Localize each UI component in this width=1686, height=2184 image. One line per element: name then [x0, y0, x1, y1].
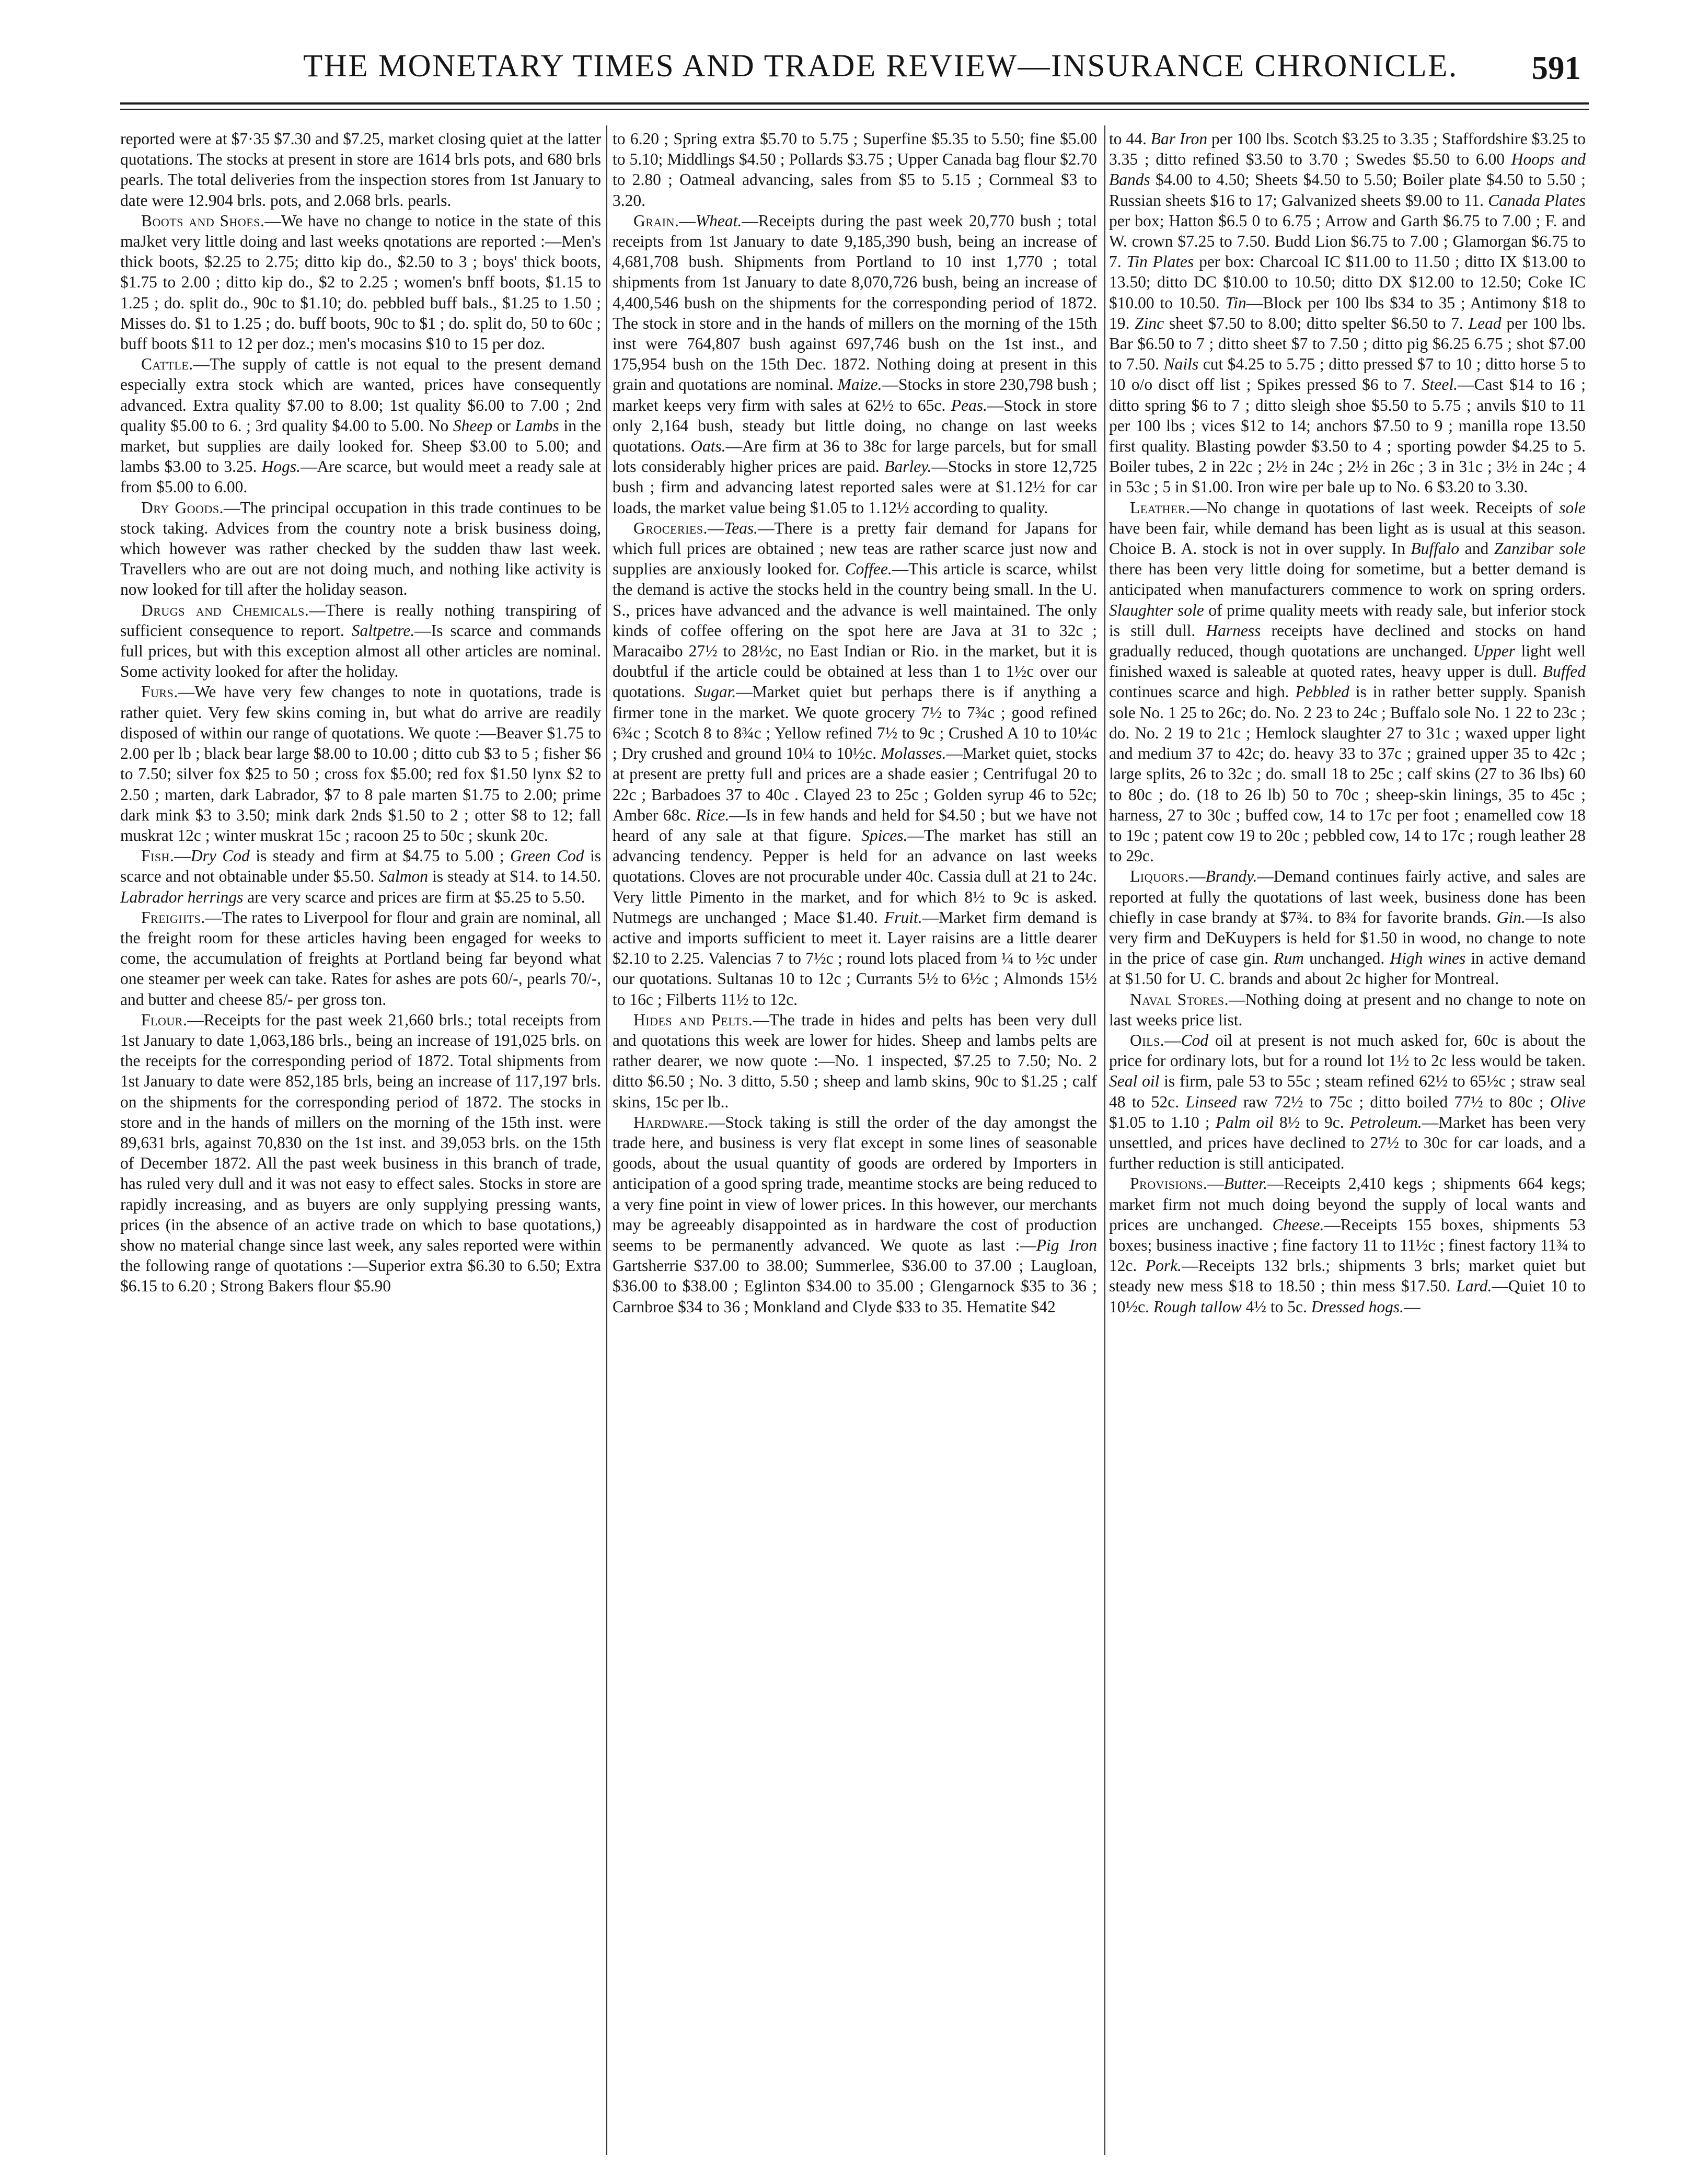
section-text: —Demand continues fairly active, and sales are reported at fully the quotations of last week, business done has been chiefly in case brandy at $7¾. to 8¾ for favorite brands. [1109, 867, 1586, 927]
section-text: per 100 lbs. Bar $6.50 to 7 ; ditto sheet $7 to 7.50 ; ditto pig $6.25 6.75 ; shot $7.00 to 7.50. [1109, 314, 1586, 374]
section-text: —Stock in store only 2,164 bush, steady but little doing, no change on last weeks quotations. [613, 396, 1097, 456]
section-text: —No change in quotations of last week. Receipts of [1190, 498, 1560, 517]
section-text: is in rather better supply. Spanish sole No. 1 25 to 26c; do. No. 2 23 to 24c ; Buffalo sole No. 1 22 to 23c ; do. No. 2 19 to 21c ; Hemlock slaughter 27 to 31c ; waxed upper light and medium 37 to 42c; do. heavy 33 to 37c ; grained upper 35 to 42c ; large splits, 26 to 32c ; do. small 18 to 25c ; calf skins (27 to 36 lbs) 60 to 80c ; do. (18 to 26 lb) 50 to 70c ; sheep-skin linings, 35 to 45c ; harness, 27 to 30c ; buffed cow, 14 to 17c per foot ; enamelled cow 18 to 19c ; patent cow 19 to 20c ; pebbled cow, 14 to 17c ; rough leather 28 to 29c. [1109, 683, 1586, 865]
section-text: is scarce and not obtainable under $5.50. [120, 847, 602, 886]
italic-term: Labrador herrings [120, 887, 244, 906]
section-text: — [1404, 1297, 1421, 1316]
header-rule-thick [120, 102, 1589, 105]
section-provisions [1109, 1173, 1586, 1316]
section-heading: Groceries. [633, 518, 708, 537]
section-heading: Cattle. [141, 355, 193, 374]
italic-term: Nails [1163, 355, 1199, 374]
section-text: oil at present is not much asked for, 60c is about the price for ordinary lots, but for a round lot 1½ to 2c less would be taken. [1109, 1031, 1586, 1070]
section-fish [120, 846, 601, 907]
section-heading: Hardware. [633, 1113, 709, 1131]
italic-term: Sheep [453, 416, 493, 435]
section-text: Gartsherrie $37.00 to 38.00; Summerlee, $36.00 to 37.00 ; Laugloan, $36.00 to $38.00 ; Eglinton $34.00 to 35.00 ; Glengarnock $35 to 36 ; Carnbroe $34 to 36 ; Monkland and Clyde $33 to 35. Hematite $42 [613, 1256, 1097, 1316]
italic-term: Seal oil [1109, 1072, 1160, 1091]
italic-term: Barley. [884, 457, 932, 476]
italic-term: High wines [1390, 949, 1466, 968]
italic-term: Lard. [1456, 1277, 1492, 1296]
section-text: is steady and firm at $4.75 to 5.00 ; [249, 847, 510, 865]
section-heading: Grain. [633, 211, 679, 230]
section-text: —Market has been very unsettled, and prices have declined to 27½ to 30c for car loads, and a further reduction is still anticipated. [1109, 1113, 1586, 1173]
italic-term: Sugar. [694, 683, 736, 701]
section-heading: Boots and Shoes. [141, 211, 265, 230]
section-text: per 100 lbs. Scotch $3.25 to 3.35 ; Staffordshire $3.25 to 3.35 ; ditto refined $3.50 to 3.70 ; Swedes $5.50 to 6.00 [1109, 130, 1586, 169]
italic-term: Fruit. [884, 908, 922, 927]
section-text: —Stocks in store 12,725 bush ; firm and advancing latest reported sales were at $1.12½ for car loads, the market value being $1.05 to 1.12½ according to quality. [613, 457, 1097, 517]
paragraph-hardware-continued [1109, 129, 1586, 498]
section-heading: Hides and Pelts. [633, 1010, 753, 1029]
italic-term: Butter. [1223, 1174, 1267, 1193]
italic-term: Brandy. [1205, 867, 1257, 886]
section-heading: Leather. [1130, 498, 1191, 517]
section-text: —Nothing doing at present and no change to note on last weeks price list. [1109, 990, 1586, 1029]
italic-term: Saltpetre. [351, 621, 415, 640]
column-divider-2 [1104, 125, 1105, 2155]
page-number: 591 [1531, 50, 1581, 86]
section-text: —Stocks in store 230,798 bush ; market keeps very firm with sales at 62½ to 65c. [613, 375, 1097, 414]
section-text: — [679, 211, 696, 230]
section-text: —The market has still an advancing tendency. Pepper is held for an advance on last weeks quotations. Cloves are not procurable under 40c. Cassia dull at 21 to 24c. Very little Pimento in the market, and for which 8½ to 9c is asked. Nutmegs are unchanged ; Mace $1.40. [613, 826, 1097, 927]
italic-term: Petroleum. [1349, 1113, 1422, 1131]
section-heading: Fish. [141, 847, 175, 865]
italic-term: Gin. [1496, 908, 1526, 927]
italic-term: Cheese. [1272, 1215, 1324, 1234]
italic-term: Canada Plates [1488, 191, 1586, 210]
italic-term: Tin [1225, 293, 1246, 312]
section-text: $1.05 to 1.10 ; [1109, 1113, 1216, 1131]
section-text: —The trade in hides and pelts has been very dull and quotations this week are lower for hides. Sheep and lambs pelts are rather dearer, we now quote :—No. 1 inspected, $7.25 to 7.50; No. 2 ditto $6.50 ; No. 3 ditto, 5.50 ; sheep and lamb skins, 90c to $1.25 ; calf skins, 15c per lb.. [613, 1010, 1097, 1111]
running-title: THE MONETARY TIMES AND TRADE REVIEW—INSURANCE CHRONICLE. [303, 49, 1458, 84]
section-text: —Is scarce and commands full prices, but with this exception almost all other articles are nominal. Some activity looked for after the holiday. [120, 621, 601, 681]
italic-term: Steel. [1421, 375, 1458, 394]
italic-term: Lead [1468, 314, 1502, 332]
italic-term: Olive [1550, 1092, 1586, 1111]
italic-term: Green Cod [510, 847, 584, 865]
italic-term: Harness [1206, 621, 1261, 640]
section-heading: Freights. [141, 908, 205, 927]
section-dry-goods [120, 498, 601, 600]
section-text: to 44. [1109, 130, 1151, 148]
section-text: —Market firm demand is active and imports sufficient to meet it. Layer raisins are a little dearer $2.10 to 2.25. Valencias 7 to 7½c ; round lots placed from ¼ to ½c under our quotations. Sultanas 10 to 12c ; Currants 5½ to 6½c ; Almonds 15½ to 16c ; Filberts 11½ to 12c. [613, 908, 1098, 1009]
section-naval-stores [1109, 989, 1586, 1030]
section-heading: Naval Stores. [1130, 990, 1229, 1009]
italic-term: Peas. [951, 396, 987, 414]
section-oils [1109, 1030, 1586, 1173]
section-text: —Market quiet, stocks at present are pretty full and prices are a shade easier ; Centrifugal 20 to 22c ; Barbadoes 37 to 40c . Clayed 23 to 25c ; Golden syrup 46 to 52c; Amber 68c. [613, 744, 1098, 824]
italic-term: Buffed [1542, 662, 1586, 681]
italic-term: Wheat. [695, 211, 742, 230]
section-furs [120, 681, 601, 846]
section-text: have been fair, while demand has been light as is usual at this season. Choice B. A. stock is not in over supply. In [1109, 518, 1586, 558]
section-text: — [1189, 867, 1206, 886]
italic-term: Bar Iron [1150, 130, 1208, 148]
section-text: —The rates to Liverpool for flour and grain are nominal, all the freight room for these articles having been engaged for weeks to come, the accumulation of freights at Portland being far beyond what one steamer per week can take. Rates for ashes are pots 60/-, pearls 70/-, and butter and cheese 85/- per gross ton. [120, 908, 601, 1009]
section-text: —Cast $14 to 16 ; ditto spring $6 to 7 ; ditto sleigh shoe $5.50 to 5.75 ; anvils $10 to 11 per 100 lbs ; vices $12 to 14; anchors $7.50 to 9 ; manilla rope 13.50 first quality. Blasting powder $3.50 to 4 ; sporting powder $4.25 to 5. Boiler tubes, 2 in 22c ; 2½ in 24c ; 2½ in 26c ; 3 in 31c ; 3½ in 24c ; 4 in 53c ; 5 in $1.00. Iron wire per bale up to No. 6 $3.20 to 3.30. [1109, 375, 1586, 496]
section-text: of prime quality meets with ready sale, but inferior stock is still dull. [1109, 600, 1586, 640]
section-drugs-and-chemicals [120, 600, 601, 682]
section-flour [120, 1010, 601, 1297]
header-rule-thin [120, 109, 1589, 110]
section-text: in the market, but supplies are daily looked for. Sheep $3.00 to 5.00; and lambs $3.00 to 3.25. [120, 416, 601, 476]
section-text: —We have very few changes to note in quotations, trade is rather quiet. Very few skins coming in, but what do arrive are readily disposed of within our range of quotations. We quote :—Beaver $1.75 to 2.00 per lb ; black bear large $8.00 to 10.00 ; ditto cub $3 to 5 ; fisher $6 to 7.50; silver fox $25 to 50 ; cross fox $5.00; red fox $1.50 lynx $2 to 2.50 ; marten, dark Labrador, $7 to 8 pale marten $1.75 to 2.00; prime dark mink $3 to 3.50; mink dark 2nds $1.50 to 2 ; otter $8 to 12; fall muskrat 12c ; winter muskrat 15c ; racoon 25 to 50c ; skunk 20c. [120, 683, 601, 845]
section-cattle [120, 354, 601, 497]
italic-term: Coffee. [845, 560, 892, 579]
italic-term: Tin Plates [1126, 252, 1194, 271]
section-text: —Receipts 132 brls.; shipments 3 brls; market quiet but steady new mess $18 to 18.50 ; thin mess $17.50. [1109, 1256, 1586, 1296]
section-text: 4½ to 5c. [1241, 1297, 1311, 1316]
section-text: unchanged. [1303, 949, 1390, 968]
italic-term: Linseed [1185, 1092, 1237, 1111]
italic-term: Rice. [696, 805, 730, 824]
page-header [120, 45, 1584, 95]
italic-term: Lambs [515, 416, 559, 435]
section-text: —We have no change to notice in the state of this maJket very little doing and last weeks qnotations are reported :—Men's thick boots, $2.25 to 2.75; ditto kip do., $2.50 to 3 ; boys' thick boots, $1.75 to 2.00 ; ditto kip do., $2 to 2.25 ; women's bnff boots, $1.15 to 1.25 ; do. split do., 90c to $1.10; do. pebbled buff bals., $1.25 to 1.50 ; Misses do. $1 to 1.25 ; do. buff boots, 90c to $1 ; do. split do, 50 to 60c ; buff boots $11 to 12 per doz.; men's mocasins $10 to 15 per doz. [120, 211, 601, 353]
column-divider-1 [606, 125, 607, 2155]
section-text: —The supply of cattle is not equal to the present demand especially extra stock which are wanted, prices have consequently advanced. Extra quality $7.00 to 8.00; 1st quality $6.00 to 7.00 ; 2nd quality $5.00 to 6. ; 3rd quality $4.00 to 5.00. No [120, 355, 601, 435]
column-1 [120, 129, 601, 1297]
section-text: —There is a pretty fair demand for Japans for which full prices are obtained ; new teas are rather scarce just now and supplies are anxiously looked for. [613, 518, 1097, 579]
italic-term: Rum [1274, 949, 1304, 968]
section-text: —Are scarce, but would meet a ready sale at from $5.00 to 6.00. [120, 457, 601, 496]
section-groceries [613, 518, 1097, 1010]
italic-term: Pig Iron [1036, 1235, 1097, 1254]
italic-term: Rough tallow [1153, 1297, 1242, 1316]
italic-term: Dry Cod [190, 847, 250, 865]
section-liquors [1109, 866, 1586, 989]
section-heading: Drugs and Chemicals. [141, 600, 309, 619]
paragraph-potash-continued: reported were at $7·35 $7.30 and $7.25, market closing quiet at the latter quotations. The stocks at present in store are 1614 brls pots, and 680 brls pearls. The total deliveries from the inspection stores from 1st January to date were 12.904 brls. pots, and 2.068 brls. pearls. [120, 130, 601, 210]
section-text: —Block per 100 lbs $34 to 35 ; Antimony $18 to 19. [1109, 293, 1586, 332]
section-text: light well finished waxed is saleable at quoted rates, heavy upper is dull. [1109, 642, 1586, 681]
section-text: or [492, 416, 515, 435]
italic-term: Slaughter sole [1109, 600, 1204, 619]
section-text: in active demand at $1.50 for U. C. brands and about 2c higher for Montreal. [1109, 949, 1586, 988]
section-text: —Receipts 155 boxes, shipments 53 boxes; business inactive ; fine factory 11 to 11½c ; finest factory 11¾ to 12c. [1109, 1215, 1586, 1275]
section-text: there has been very little doing for sometime, but a better demand is anticipated when manufacturers commence to work on spring orders. [1109, 560, 1586, 599]
section-text: continues scarce and high. [1109, 683, 1296, 701]
section-text: cut $4.25 to 5.75 ; ditto pressed $7 to 10 ; ditto horse 5 to 10 o/o disct off list ; Spikes pressed $6 to 7. [1109, 355, 1586, 394]
section-text: —Market quiet but perhaps there is if anything a firmer tone in the market. We quote grocery 7½ to 7¾c ; good refined 6¾c ; Scotch 8 to 8¾c ; Yellow refined 7½ to 9c ; Crushed A 10 to 10¼c ; Dry crushed and ground 10¼ to 10½c. [613, 683, 1097, 763]
italic-term: Hogs. [261, 457, 301, 476]
section-text: and [1459, 539, 1494, 558]
section-heading: Flour. [141, 1010, 188, 1029]
section-freights [120, 907, 601, 1010]
section-text: is firm, pale 53 to 55c ; steam refined 62½ to 65½c ; straw seal 48 to 52c. [1109, 1072, 1586, 1111]
section-text: —This article is scarce, whilst the demand is active the stocks held in the country being small. In the U. S., prices have advanced and the advance is well maintained. The only kinds of coffee offering on the spot here are Java at 31 to 32c ; Maracaibo 27½ to 28½c, no East Indian or Rio. in the market, but it is doubtful if the article could be obtained at less than 1 to 1½c over our quotations. [613, 560, 1098, 701]
italic-term: Upper [1473, 642, 1516, 661]
italic-term: Palm oil [1215, 1113, 1274, 1131]
section-text: —Is also very firm and DeKuypers is held for $1.50 in wood, no change to note in the price of case gin. [1109, 908, 1586, 968]
column-3 [1109, 129, 1586, 1317]
italic-term: sole [1559, 498, 1586, 517]
section-text: —Receipts during the past week 20,770 bush ; total receipts from 1st January to date 9,185,390 bush, being an increase of 4,681,708 bush. Shipments from Portland to 10 inst 1,770 ; total shipments from 1st January to date 8,070,726 bush, being an increase of 4,400,546 bush on the shipments for the corresponding period of 1872. The stock in store and in the hands of millers on the morning of the 15th inst were 764,807 bush against 697,746 bush on the 1st inst., and 175,954 bush on the 15th Dec. 1872. Nothing doing at present in this grain and quotations are nominal. [613, 211, 1097, 394]
section-heading: Furs. [141, 683, 178, 701]
italic-term: Dressed hogs. [1311, 1297, 1404, 1316]
section-text: receipts have declined and stocks on hand gradually reduced, though quotations are unchanged. [1109, 621, 1586, 661]
section-heading: Oils. [1130, 1031, 1165, 1049]
italic-term: Zanzibar sole [1494, 539, 1586, 558]
italic-term: Hoops and Bands [1109, 150, 1586, 189]
section-heading: Provisions. [1130, 1174, 1208, 1193]
section-text: —Receipts for the past week 21,660 brls.; total receipts from 1st January to date 1,063,186 brls., being an increase of 191,025 brls. on the receipts for the corresponding period of 1872. Total shipments from 1st January to date were 852,185 brls, being an increase of 117,197 brls. on the shipments for the corresponding period of 1872. The stocks in store and in the hands of millers on the morning of the 15th inst. were 89,631 brls, against 70,830 on the 1st inst. and 39,053 brls. on the 15th of December 1872. All the past week business in this branch of trade, has ruled very dull and it was not easy to effect sales. Stocks in store are rapidly increasing, and as buyers are only supplying pressing wants, prices (in the absence of an active trade on which to base quotations,) show no material change since last week, any sales reported were within the following range of quotations :—Superior extra $6.30 to 6.50; Extra $6.15 to 6.20 ; Strong Bakers flour $5.90 [120, 1010, 601, 1296]
paragraph-flour-continued: to 6.20 ; Spring extra $5.70 to 5.75 ; Superfine $5.35 to 5.50; fine $5.00 to 5.10; Middlings $4.50 ; Pollards $3.75 ; Upper Canada bag flour $2.70 to 2.80 ; Oatmeal advancing, sales from $5 to 5.15 ; Cornmeal $3 to 3.20. [613, 130, 1097, 210]
section-hides-and-pelts [613, 1010, 1097, 1112]
italic-term: Molasses. [881, 744, 946, 763]
section-text: 8½ to 9c. [1273, 1113, 1350, 1131]
italic-term: Spices. [861, 826, 908, 845]
section-text: per box: Charcoal IC $11.00 to 11.50 ; ditto IX $13.00 to 13.50; ditto DC $10.00 to 10.50; ditto DX $12.00 to 12.50; Coke IC $10.00 to 10.50. [1109, 252, 1586, 312]
italic-term: Pork. [1145, 1256, 1182, 1275]
section-heading: Liquors. [1130, 867, 1190, 886]
section-text: is steady at $14. to 14.50. [428, 867, 602, 886]
italic-term: Cod [1181, 1031, 1209, 1049]
section-text: —There is really nothing transpiring of sufficient consequence to report. [120, 600, 601, 640]
section-text: sheet $7.50 to 8.00; ditto spelter $6.50 to 7. [1164, 314, 1469, 332]
section-grain [613, 211, 1097, 518]
section-text: —The principal occupation in this trade continues to be stock taking. Advices from the country note a brisk business doing, which however was rather checked by the sudden thaw last week. Travellers who are out are not doing much, and nothing like activity is now looked for till after the holiday season. [120, 498, 601, 599]
italic-term: Buffalo [1411, 539, 1460, 558]
italic-term: Salmon [378, 867, 428, 886]
italic-term: Teas. [724, 518, 758, 537]
section-text: are very scarce and prices are firm at $5.25 to 5.50. [243, 887, 585, 906]
section-text: raw 72½ to 75c ; ditto boiled 77½ to 80c ; [1237, 1092, 1550, 1111]
section-text: —Stock taking is still the order of the day amongst the trade here, and business is very flat except in some lines of seasonable goods, about the usual quantity of goods are ordered by Importers in anticipation of a good spring trade, meantime stocks are being reduced to a very fine point in view of lower prices. In this however, our merchants may be agreeably disappointed as in hardware the cost of production seems to be permanently advanced. We quote as last :— [613, 1113, 1097, 1254]
section-text: $4.00 to 4.50; Sheets $4.50 to 5.50; Boiler plate $4.50 to 5.50 ; Russian sheets $16 to 17; Galvanized sheets $9.00 to 11. [1109, 170, 1586, 210]
section-leather [1109, 498, 1586, 866]
section-text: — [1207, 1174, 1224, 1193]
section-heading: Dry Goods. [141, 498, 224, 517]
section-text: —Is in few hands and held for $4.50 ; but we have not heard of any sale at that figure. [613, 805, 1097, 845]
italic-term: Zinc [1135, 314, 1164, 332]
section-text: — [1164, 1031, 1181, 1049]
column-2 [613, 129, 1097, 1317]
section-text: —Quiet 10 to 10½c. [1109, 1277, 1586, 1316]
section-text: — [707, 518, 724, 537]
italic-term: Oats. [690, 437, 726, 456]
italic-term: Maize. [837, 375, 882, 394]
section-text: —Receipts 2,410 kegs ; shipments 664 kegs; market firm not much doing beyond the supply of local wants and prices are unchanged. [1109, 1174, 1586, 1234]
section-boots-and-shoes [120, 211, 601, 354]
section-hardware [613, 1112, 1097, 1317]
section-text: —Are firm at 36 to 38c for large parcels, but for small lots considerably higher prices are paid. [613, 437, 1097, 476]
section-text: — [174, 847, 191, 865]
section-text: per box; Hatton $6.5 0 to 6.75 ; Arrow and Garth $6.75 to 7.00 ; F. and W. crown $7.25 to 7.50. Budd Lion $6.75 to 7.00 ; Glamorgan $6.75 to 7. [1109, 211, 1586, 271]
italic-term: Pebbled [1295, 683, 1349, 701]
